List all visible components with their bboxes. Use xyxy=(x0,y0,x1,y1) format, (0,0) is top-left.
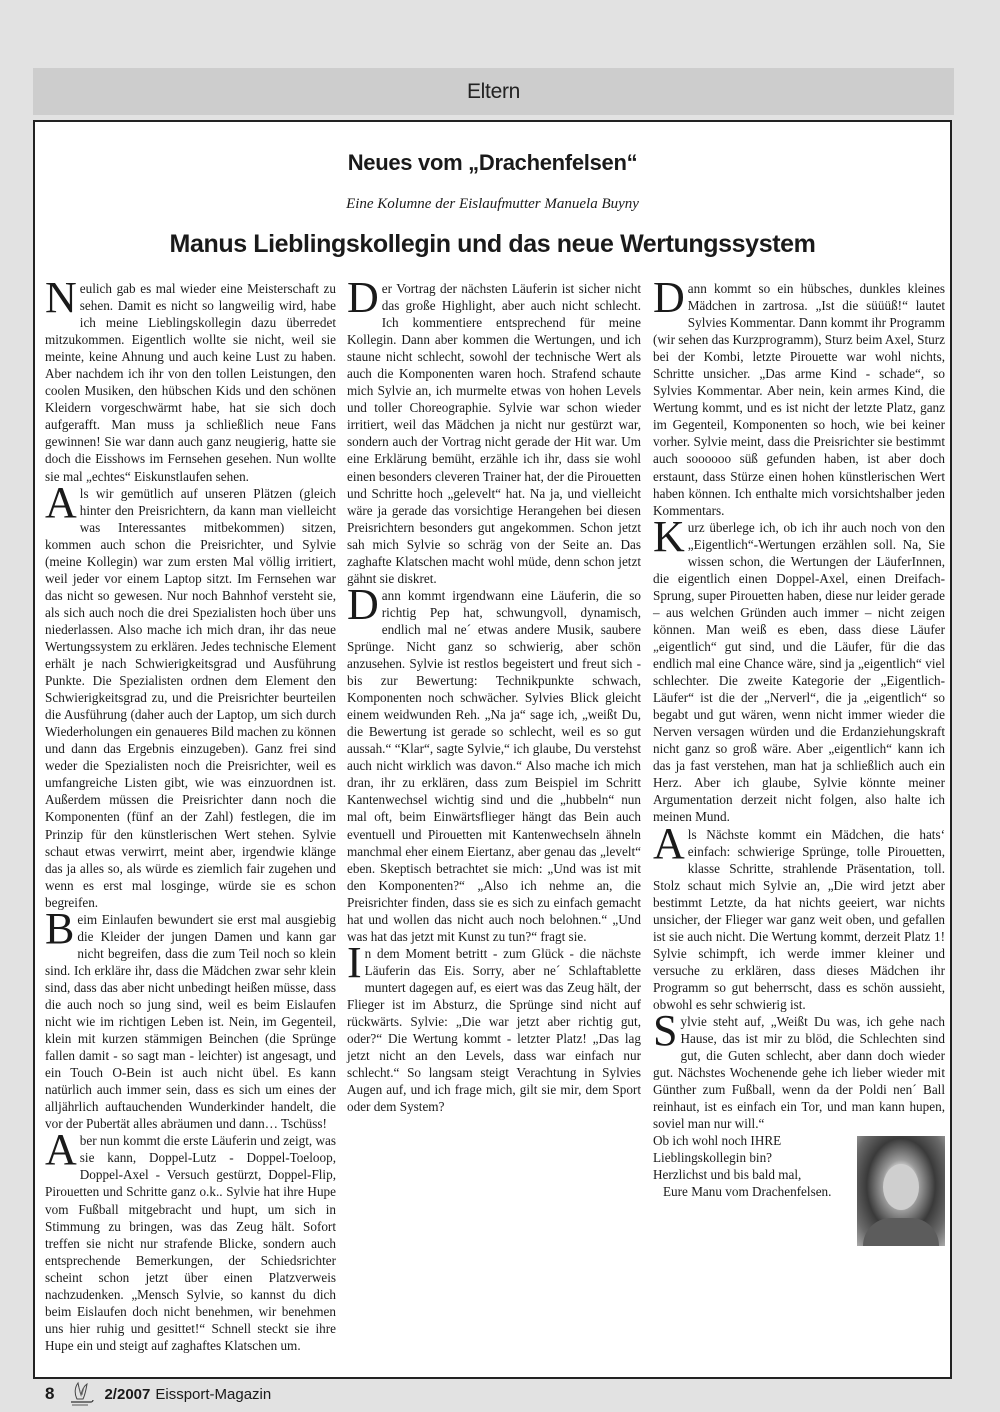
drop-cap: N xyxy=(45,273,77,322)
paragraph: Als wir gemütlich auf unseren Plätzen (gleich hinter den Preisrichtern, da kann man vielleicht was Interessantes mitbekommen) sitzen, kommen auch schon die Preisrichter, und Sylvie (meine Kollegin) war zum ersten Mal völlig irritiert, weil jeder vor einem Laptop sitzt. Im Fernsehen war das nicht so gewesen. Nur noch Bahnhof versteht sie, als sich auch noch die drei Spezialisten hoch über uns niederlassen. Also mache ich mich dran, ihr das neue Wertungssystem zu erklären. Jedes technische Element erhält je nach Schwierigkeitsgrad und Ausführung Punkte. Die Spezialisten ordnen dem Element den Schwierigkeitsgrad zu, und die Preisrichter beurteilen die Ausführung (daher auch der Laptop, um sich durch Wiederholungen ein genaueres Bild machen zu können und dann das Ergebnis einzugeben). Ganz frei sind weder die Spezialisten noch die Preisrichter, weil es umfangreiche Listen gibt, wie was einzuordnen ist. Außerdem müssen die Preisrichter dann noch die Komponenten (fünf an der Zahl) festlegen, die im Prinzip für den künstlerischen Wert stehen. Sylvie schaut etwas verwirrt, meint aber, irgendwie klänge das ja alles so, als würde es ziemlich fair zugehen und wenn es erst mal losginge, würde sie es schon begreifen. xyxy=(45,477,336,910)
paragraph: Neulich gab es mal wieder eine Meisterschaft zu sehen. Damit es nicht so langweilig wird, habe ich meine Lieblingskollegin dazu überredet mitzukommen. Eigentlich wollte sie nicht, weil sie meinte, keine Ahnung und auch keine Lust zu haben. Aber nachdem ich ihr von den tollen Leistungen, den coolen Musiken, den hübschen Kids und den schönen Kleidern vorgeschwärmt habe, hat sie sich doch aufgerafft. Man muss ja schließlich neue Fans gewinnen! Sie war dann auch ganz neugierig, hatte sie doch die Eisshows im Fernsehen gesehen. Nun wollte sie mal „echtes“ Eiskunstlaufen sehen. xyxy=(45,273,336,484)
drop-cap: K xyxy=(653,511,685,561)
article-byline: Eine Kolumne der Eislaufmutter Manuela Buyny xyxy=(346,196,639,212)
drop-cap: D xyxy=(653,273,685,322)
drop-cap: A xyxy=(45,1125,77,1175)
article-headline: Manus Lieblingskollegin und das neue Wertungssystem xyxy=(169,230,816,258)
closing-line: Ob ich wohl noch IHRE Lieblingskollegin bin? xyxy=(653,1133,782,1166)
signature: Eure Manu vom Drachenfelsen. xyxy=(663,1184,832,1200)
section-header xyxy=(33,68,954,115)
paragraph: Kurz überlege ich, ob ich ihr auch noch von den „Eigentlich“-Wertungen erzählen soll. Na, Sie wissen schon, die Wertungen der LäuferInnen, die eigentlich einen Doppel-Axel, einen Dreifach-Sprung, super Pirouetten haben, diese nur leider gerade – aus welchen Gründen auch immer – nicht zeigen können. Man weiß es eben, dass diese Läufer „eigentlich“ gut sind, und die Läufer, für die das endlich mal eine Chance wäre, sind ja „eigentlich“ viel schlechter. Die zweite Kategorie der „Eigentlich-Läufer“ ist die der „Nerverl“, die ja „eigentlich“ so begabt und gut wären, wenn nicht immer wieder die Nerven versagen würden und die Erdanziehungskraft nicht ganz so groß wäre. Aber „eigentlich“ kann ich das ja fast verstehen, man hat ja schließlich auch ein Herz. Aber ich glaube, Sylvie könnte meiner Argumentation derzeit nicht folgen, also halte ich meinen Mund. xyxy=(653,511,945,825)
paragraph: Dann kommt so ein hübsches, dunkles kleines Mädchen in zartrosa. „Ist die süüüß!“ lautet Sylvies Kommentar. Dann kommt ihr Programm (wir sehen das Kurzprogramm), Sturz beim Axel, Sturz bei der Kombi, letzte Pirouette war wohl nichts, Schritte unsicher. „Das arme Kind - schade“, so Sylvies Kommentar. Aber nein, kein armes Kind, die Wertung kommt, und es ist nicht der letzte Platz, ganz im Gegenteil, Komponenten so hoch, wie bei keiner vorher. Sylvie meint, dass die Preisrichter sie bestimmt auch soooooo süß gefunden haben, ist aber doch erstaunt, dass Stürze einen hohen künstlerischen Wert haben können. Ich enthalte mich vorsichtshalber jeden Kommentars. xyxy=(653,273,945,518)
article-kicker: Neues vom „Drachenfelsen“ xyxy=(347,150,638,175)
drop-cap: A xyxy=(45,477,77,527)
drop-cap: D xyxy=(347,579,379,629)
paragraph: Aber nun kommt die erste Läuferin und zeigt, was sie kann, Doppel-Lutz - Doppel-Toeloop, Doppel-Axel - Versuch gestürzt, Doppel-Flip, Pirouetten und Schritte ganz o.k.. Sylvie hat ihre Hupe vom Fußball mitgebracht und hupt, um sich in Stimmung zu bringen, was das Zeug hält. Sofort treffen sie nicht nur strafende Blicke, sondern auch entsprechende Bemerkungen, der Schiedsrichter scheint schon jetzt über einen Platzverweis nachzudenken. „Mensch Sylvie, so kannst du dich beim Eislaufen doch nicht benehmen, wir benehmen uns hier ruhig und gesittet!“ Schnell steckt sie ihre Hupe ein und steigt auf zaghaftes Klatschen um. xyxy=(45,1125,336,1353)
magazine-name: Eissport-Magazin xyxy=(155,1385,272,1403)
paragraph: Der Vortrag der nächsten Läuferin ist sicher nicht das große Highlight, aber auch nicht schlecht. Ich kommentiere entsprechend für meine Kollegin. Dann aber kommen die Wertungen, und ich staune nicht schlecht, sowohl der technische Wert als auch die Komponenten waren hoch. Strafend schaute mich Sylvie an, ich murmelte etwas von hohen Levels und toller Choreographie. Sylvie war schon wieder irritiert, weil das Mädchen ja nicht nur gestürzt war, sondern auch der Vortrag nicht gerade der Hit war. Um eine Erklärung bemüht, erzähle ich ihr, dass sie wohl einen besonders cleveren Trainer hat, der die Pirouetten und Schritte hoch „gelevelt“ hat. Na ja, und vielleicht wäre ja gerade das vorsichtige Herangehen bei diesen Preisrichtern besonders gut angekommen. Schon jetzt sah mich Sylvie so schräg von der Seite an. Das zaghafte Klatschen macht wohl müde, denn schon jetzt gähnt sie diskret. xyxy=(347,273,641,586)
column-2 xyxy=(347,273,641,1115)
page-number: 8 xyxy=(45,1384,55,1403)
section-title: Eltern xyxy=(466,79,521,103)
page-footer xyxy=(45,1381,271,1407)
paragraph: Beim Einlaufen bewundert sie erst mal ausgiebig die Kleider der jungen Damen und kann gar nicht begreifen, dass die zum Teil noch so klein sind. Ich erkläre ihr, dass die Mädchen zwar sehr klein sind, dass das aber nicht unbedingt heißen müsse, dass die auch noch so jung sind, weil es beim Eislaufen nicht wie im richtigen Leben ist. Nein, im Gegenteil, klein mit kurzen stämmigen Beinchen (die Sprünge fallen damit - so sagt man - leichter) ist angesagt, und ein Touch O-Bein ist auch nicht übel. Es kann natürlich auch immer sein, dass es sich um eines der alljährlich auftauchenden Wunderkinder handelt, die vor der Pubertät alles abräumen und dann… Tschüss! xyxy=(45,903,336,1132)
drop-cap: S xyxy=(653,1006,678,1056)
paragraph: Als Nächste kommt ein Mädchen, die hats‘ einfach: schwierige Sprünge, tolle Pirouetten, klasse Schritte, strahlende Präsentation, toll. Stolz schaut mich Sylvie an, „Die wird jetzt aber bestimmt Letzte, da hat nichts geeiert, war nichts unsicher, der Flieger war ganz weit oben, und gefallen ist sie auch nicht. Die Wertung kommt, derzeit Platz 1! Sylvie schimpft, ich werde immer kleiner und versuche zu erklären, dass dieses Mädchen ihr Programm so gut beherrscht, dass es schön aussieht, obwohl es sehr schwierig ist. xyxy=(653,818,945,1012)
paragraph: In dem Moment betritt - zum Glück - die nächste Läuferin das Eis. Sorry, aber ne´ Schlaftablette muntert dagegen auf, es eiert was das Zeug hält, der Flieger ist im Absturz, die Sprünge sind nicht auf rückwärts. Sylvie: „Die war jetzt aber richtig gut, oder?“ Die Wertung kommt - letzter Platz! „Das lag jetzt nicht an den Levels, dass war einfach nur schlecht.“ So langsam steigt Verachtung in Sylvies Augen auf, und ich frage mich, gilt sie mir, dem Sport oder dem System? xyxy=(347,937,641,1115)
author-photo xyxy=(857,1136,945,1246)
drop-cap: A xyxy=(653,818,685,868)
article-frame xyxy=(33,120,952,1379)
column-3 xyxy=(653,273,945,1246)
paragraph: Dann kommt irgendwann eine Läuferin, die so richtig Pep hat, schwungvoll, dynamisch, endlich mal ne´ etwas andere Musik, saubere Sprünge. Nicht ganz so schwierig, aber schön anzusehen. Sylvie ist restlos begeistert und freut sich - bis zur Bewertung: Technikpunkte schwach, Komponenten noch schwächer. Sylvies Blick gleicht einem weidwunden Reh. „Na ja“ sage ich, „weißt Du, die Bewertung ist gerade so schlecht, weil es so gut aussah.“ “Klar“, sagte Sylvie,“ ich glaube, Du verstehst auch nicht wirklich was davon.“ Also mache ich mich dran, ihr zu erklären, dass zum Beispiel im Schritt Kantenwechsel wichtig sind und die „hubbeln“ nun mal oft, beim Einwärtsflieger hängt das Bein auch eventuell und Pirouetten mit Kantenwechseln ähneln manchmal eher einem Eiertanz, aber genau das „levelt“ eben. Skeptisch betrachtet sie mich: „Und was ist mit den Komponenten?“ „Also ich nehme an, die Preisrichter finden, dass sie es sich zu einfach gemacht hat und wollen das nicht auch noch belohnen.“ „Und was hat das jetzt mit Kunst zu tun?“ fragt sie. xyxy=(347,579,641,944)
skater-logo-icon xyxy=(66,1381,96,1407)
drop-cap: D xyxy=(347,273,379,322)
paragraph: Sylvie steht auf, „Weißt Du was, ich gehe nach Hause, das ist mir zu blöd, die Schlechten sind gut, die Guten schlecht, aber dann doch wieder gut. Nächstes Wochenende gehe ich lieber wieder mit Günther zum Fußball, wenn da der Poldi nen´ Ball reinhaut, ist es einfach ein Tor, und man kann hupen, soviel man nur will.“ xyxy=(653,1006,945,1132)
issue-number: 2/2007 xyxy=(104,1385,151,1403)
column-1 xyxy=(45,273,336,1354)
drop-cap: B xyxy=(45,903,75,953)
closing-line: Herzlichst und bis bald mal, xyxy=(653,1167,802,1183)
drop-cap: I xyxy=(347,937,362,987)
